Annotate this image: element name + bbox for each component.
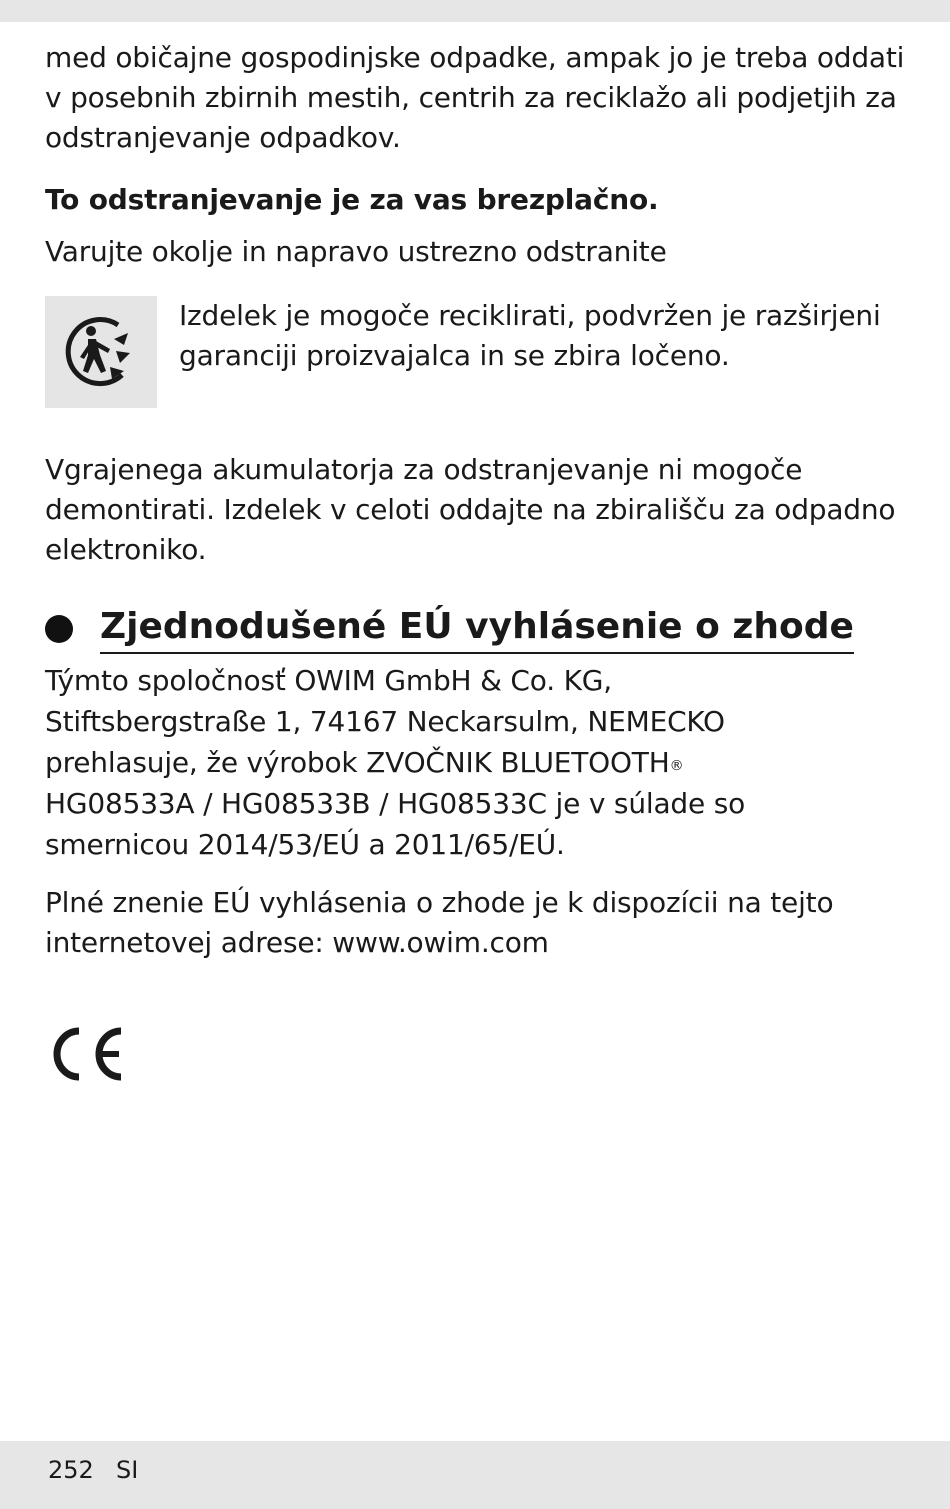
page-language: SI	[116, 1456, 139, 1484]
declaration-text	[45, 660, 905, 865]
declaration-line-5: smernicou 2014/53/EÚ a 2011/65/EÚ.	[45, 828, 565, 861]
declaration-line-2: Stiftsbergstraße 1, 74167 Neckarsulm, NEMECKO	[45, 705, 725, 738]
triman-section	[45, 296, 905, 408]
triman-recycling-icon	[45, 296, 157, 408]
section-heading: Zjednodušené EÚ vyhlásenie o zhode	[100, 604, 854, 654]
footer-band	[0, 1441, 950, 1509]
paragraph-full-declaration: Plné znenie EÚ vyhlásenia o zhode je k dispozícii na tejto internetovej adrese: www.owim.com	[45, 886, 834, 959]
ce-mark-icon	[45, 1025, 125, 1083]
top-band	[0, 0, 950, 22]
paragraph-battery: Vgrajenega akumulatorja za odstranjevanje ni mogoče demontirati. Izdelek v celoti oddajte na zbirališču za odpadno elektroniko.	[45, 453, 896, 566]
paragraph-protect-environment: Varujte okolje in napravo ustrezno odstranite	[45, 235, 667, 268]
bullet-icon	[45, 615, 73, 643]
page-number: 252	[48, 1456, 94, 1484]
paragraph-disposal-intro: med običajne gospodinjske odpadke, ampak jo je treba oddati v posebnih zbirnih mestih, centrih za reciklažo ali podjetjih za odstranjevanje odpadkov.	[45, 41, 905, 154]
triman-description: Izdelek je mogoče reciklirati, podvržen je razširjeni garanciji proizvajalca in se zbira ločeno.	[179, 299, 881, 372]
declaration-line-1: Týmto spoločnosť OWIM GmbH & Co. KG,	[45, 664, 612, 697]
paragraph-free-disposal: To odstranjevanje je za vas brezplačno.	[45, 183, 659, 216]
section-heading-row	[45, 604, 905, 654]
page-content	[45, 38, 905, 1083]
registered-mark: ®	[669, 758, 684, 774]
declaration-line-4: HG08533A / HG08533B / HG08533C je v súlade so	[45, 787, 746, 820]
declaration-line-3: prehlasuje, že výrobok ZVOČNIK BLUETOOTH	[45, 746, 670, 779]
